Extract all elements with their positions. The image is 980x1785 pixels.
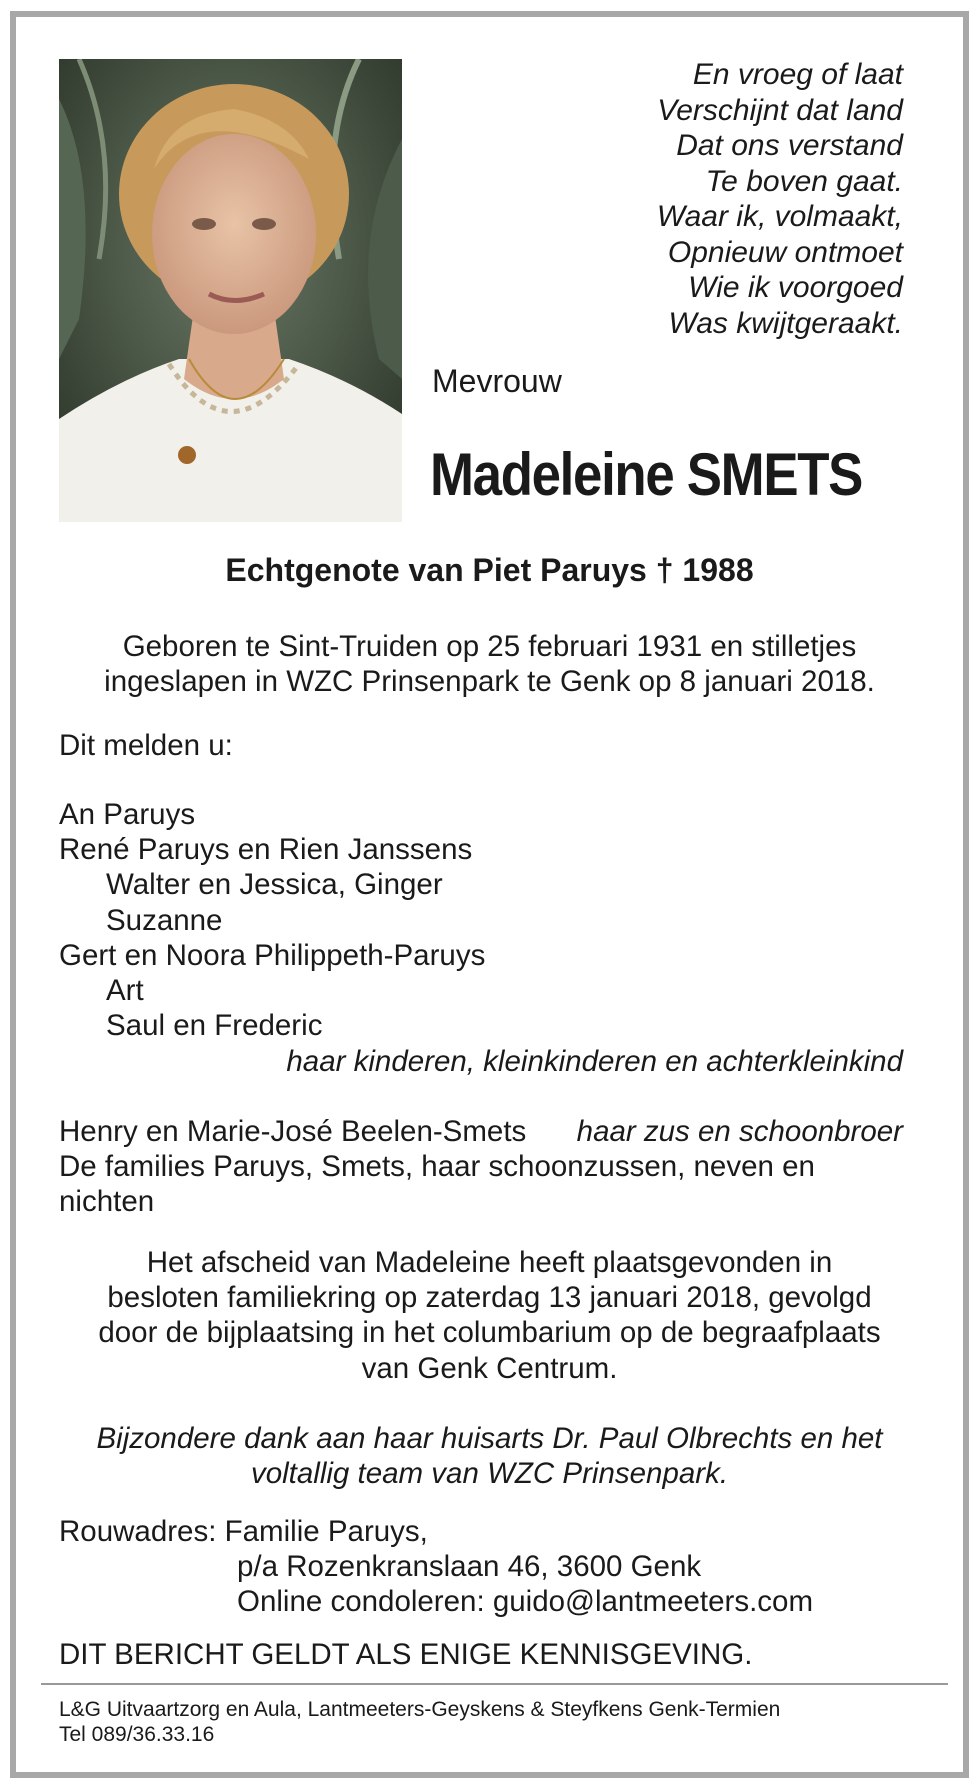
farewell-line: door de bijplaatsing in het columbarium op de begraafplaats bbox=[98, 1316, 881, 1350]
birth-line: Geboren te Sint-Truiden op 25 februari 1931 en stilletjes bbox=[122, 630, 857, 663]
family-member: Art bbox=[106, 974, 144, 1008]
birth-info bbox=[16, 629, 963, 699]
family-member: Suzanne bbox=[106, 903, 223, 937]
farewell-line: besloten familiekring op zaterdag 13 januari 2018, gevolgd bbox=[107, 1281, 872, 1315]
condolence-email[interactable]: Online condoleren: guido@lantmeeters.com bbox=[237, 1585, 814, 1619]
portrait-illustration bbox=[59, 59, 402, 522]
thanks-note bbox=[16, 1421, 963, 1491]
families-text: De families Paruys, Smets, haar schoonzussen, neven en bbox=[59, 1150, 815, 1183]
footer-line: L&G Uitvaartzorg en Aula, Lantmeeters-Geyskens & Steyfkens Genk-Termien bbox=[59, 1698, 781, 1721]
family-member: René Paruys en Rien Janssens bbox=[59, 833, 473, 867]
birth-line: ingeslapen in WZC Prinsenpark te Genk op 8 januari 2018. bbox=[104, 665, 875, 699]
spouse-line: Echtgenote van Piet Paruys † 1988 bbox=[225, 552, 754, 588]
poem-line: En vroeg of laat bbox=[692, 58, 903, 91]
poem-line: Was kwijtgeraakt. bbox=[668, 306, 903, 340]
mourning-address bbox=[59, 1514, 813, 1620]
announce-line: Dit melden u: bbox=[59, 729, 233, 762]
poem-line: Dat ons verstand bbox=[676, 129, 903, 162]
funeral-home-footer bbox=[59, 1697, 780, 1747]
sister-line bbox=[59, 1114, 526, 1149]
thanks-line: Bijzondere dank aan haar huisarts Dr. Paul Olbrechts en het bbox=[96, 1422, 883, 1455]
poem-line: Te boven gaat. bbox=[705, 164, 903, 198]
family-member: Saul en Frederic bbox=[106, 1009, 323, 1043]
address-line: Rouwadres: Familie Paruys, bbox=[59, 1515, 428, 1548]
footer-phone: Tel 089/36.33.16 bbox=[59, 1723, 215, 1746]
farewell-line: van Genk Centrum. bbox=[361, 1351, 618, 1385]
family-list bbox=[59, 797, 485, 1043]
sister-role: haar zus en schoonbroer bbox=[576, 1115, 903, 1148]
families-text: nichten bbox=[59, 1185, 155, 1219]
divider bbox=[41, 1683, 948, 1685]
poem-line: Opnieuw ontmoet bbox=[667, 235, 903, 269]
portrait-photo bbox=[59, 59, 402, 522]
poem bbox=[657, 57, 903, 341]
family-role: haar kinderen, kleinkinderen en achterkleinkind bbox=[286, 1045, 903, 1078]
sister-names: Henry en Marie-José Beelen-Smets bbox=[59, 1115, 527, 1148]
poem-line: Waar ik, volmaakt, bbox=[656, 200, 903, 233]
poem-line: Verschijnt dat land bbox=[657, 93, 903, 127]
farewell-info bbox=[16, 1245, 963, 1386]
families-line bbox=[59, 1149, 815, 1219]
farewell-line: Het afscheid van Madeleine heeft plaatsgevonden in bbox=[146, 1246, 833, 1279]
family-member: Gert en Noora Philippeth-Paruys bbox=[59, 938, 486, 972]
poem-line: Wie ik voorgoed bbox=[688, 271, 903, 304]
notice: DIT BERICHT GELDT ALS ENIGE KENNISGEVING. bbox=[59, 1638, 753, 1671]
family-member: An Paruys bbox=[59, 798, 196, 831]
deceased-name: Madeleine SMETS bbox=[430, 441, 863, 508]
obituary-card bbox=[10, 11, 969, 1778]
thanks-line: voltallig team van WZC Prinsenpark. bbox=[250, 1457, 729, 1491]
address-line: p/a Rozenkranslaan 46, 3600 Genk bbox=[237, 1550, 702, 1584]
family-member: Walter en Jessica, Ginger bbox=[106, 868, 443, 902]
salutation: Mevrouw bbox=[432, 363, 562, 399]
